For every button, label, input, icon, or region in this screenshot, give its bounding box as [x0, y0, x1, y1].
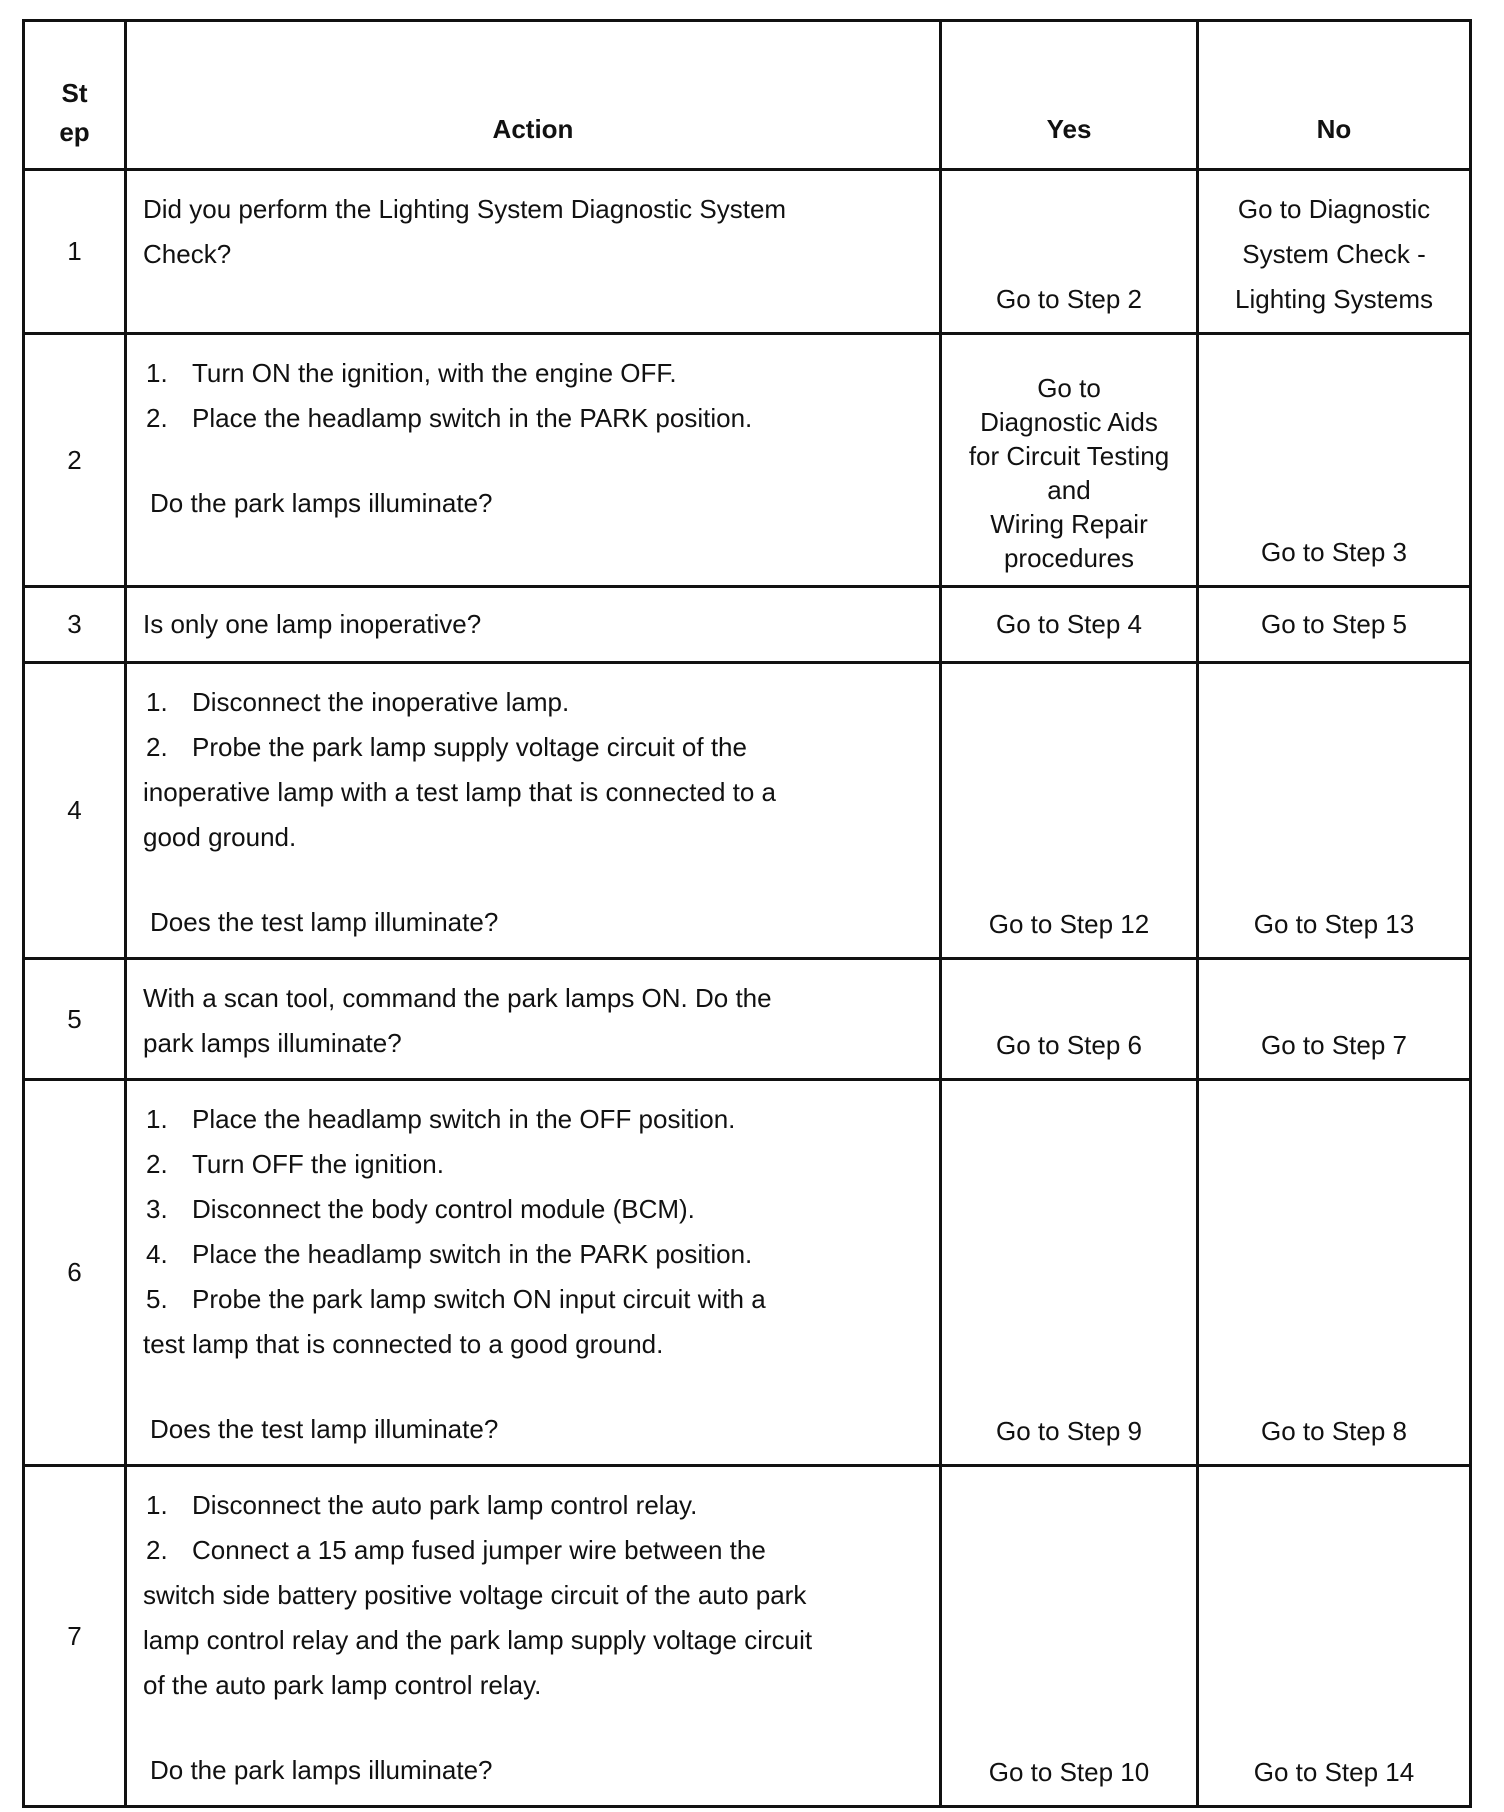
yes-cell: Go to Step 2	[941, 170, 1198, 334]
yes-line: Diagnostic Aids	[980, 407, 1158, 437]
yes-line: and	[1047, 475, 1091, 505]
no-cell: Go to Step 8	[1198, 1080, 1471, 1466]
continuation-line: of the auto park lamp control relay.	[143, 1670, 542, 1700]
continuation-line: switch side battery positive voltage circuit of the auto park	[143, 1580, 807, 1610]
item-number: 3.	[146, 1194, 168, 1224]
item-text: Place the headlamp switch in the PARK position.	[192, 1239, 753, 1269]
action-line: With a scan tool, command the park lamps ON. Do the	[143, 983, 772, 1013]
yes-line: procedures	[1003, 543, 1135, 573]
step-number: 1	[24, 170, 126, 334]
action-line: Is only one lamp inoperative?	[143, 609, 482, 639]
continuation-line: inoperative lamp with a test lamp that is connected to a	[143, 777, 777, 807]
numbered-item	[143, 1187, 925, 1232]
action-header: Action	[126, 21, 941, 170]
yes-cell: Go to Step 4	[941, 587, 1198, 663]
no-cell: Go to Step 14	[1198, 1466, 1471, 1807]
table-row	[24, 1466, 1471, 1807]
numbered-item	[143, 680, 925, 725]
question-text: Do the park lamps illuminate?	[150, 1755, 493, 1785]
numbered-item	[143, 1483, 925, 1528]
yes-line: Go to	[1037, 373, 1101, 403]
header-row	[24, 21, 1471, 170]
no-cell: Go to Step 7	[1198, 959, 1471, 1080]
item-text: Place the headlamp switch in the OFF position.	[192, 1104, 736, 1134]
item-number: 2.	[146, 1149, 168, 1179]
yes-header: Yes	[941, 21, 1198, 170]
item-number: 1.	[146, 687, 168, 717]
item-number: 4.	[146, 1239, 168, 1269]
action-cell	[126, 663, 941, 959]
item-text: Connect a 15 amp fused jumper wire between the	[192, 1535, 766, 1565]
question-text: Does the test lamp illuminate?	[150, 907, 499, 937]
item-number: 2.	[146, 1535, 168, 1565]
numbered-item	[143, 1142, 925, 1187]
item-number: 1.	[146, 358, 168, 388]
table-row	[24, 587, 1471, 663]
yes-cell: Go to Step 6	[941, 959, 1198, 1080]
item-text: Place the headlamp switch in the PARK position.	[192, 403, 753, 433]
numbered-item	[143, 1277, 925, 1322]
step-number: 7	[24, 1466, 126, 1807]
numbered-item	[143, 396, 925, 441]
yes-cell: Go to Step 9	[941, 1080, 1198, 1466]
item-number: 2.	[146, 732, 168, 762]
numbered-item	[143, 1097, 925, 1142]
numbered-item	[143, 1528, 925, 1573]
step-number: 6	[24, 1080, 126, 1466]
yes-line: Wiring Repair	[990, 509, 1148, 539]
action-cell	[126, 959, 941, 1080]
action-line: park lamps illuminate?	[143, 1028, 402, 1058]
numbered-item	[143, 1232, 925, 1277]
no-line: Lighting Systems	[1235, 284, 1433, 314]
step-number: 4	[24, 663, 126, 959]
step-number: 3	[24, 587, 126, 663]
no-line: System Check -	[1242, 239, 1426, 269]
item-text: Probe the park lamp supply voltage circuit of the	[192, 732, 747, 762]
continuation-line: lamp control relay and the park lamp supply voltage circuit	[143, 1625, 813, 1655]
numbered-item	[143, 351, 925, 396]
no-cell: Go to Step 13	[1198, 663, 1471, 959]
action-line: Check?	[143, 239, 232, 269]
yes-cell: Go to Step 10	[941, 1466, 1198, 1807]
no-header: No	[1198, 21, 1471, 170]
numbered-item	[143, 725, 925, 770]
action-cell	[126, 1080, 941, 1466]
no-cell	[1198, 170, 1471, 334]
step-header: St ep	[24, 21, 126, 170]
table-row	[24, 959, 1471, 1080]
no-cell: Go to Step 3	[1198, 334, 1471, 587]
action-cell	[126, 170, 941, 334]
item-number: 1.	[146, 1490, 168, 1520]
table-row	[24, 663, 1471, 959]
table-row	[24, 1080, 1471, 1466]
item-text: Disconnect the body control module (BCM).	[192, 1194, 695, 1224]
no-line: Go to Diagnostic	[1237, 194, 1431, 224]
action-cell	[126, 587, 941, 663]
diagnostic-table	[22, 19, 1472, 1808]
no-cell: Go to Step 5	[1198, 587, 1471, 663]
item-number: 5.	[146, 1284, 168, 1314]
question-text: Does the test lamp illuminate?	[150, 1414, 499, 1444]
step-number: 2	[24, 334, 126, 587]
item-text: Disconnect the inoperative lamp.	[192, 687, 570, 717]
item-text: Disconnect the auto park lamp control relay.	[192, 1490, 698, 1520]
item-number: 1.	[146, 1104, 168, 1134]
yes-cell	[941, 334, 1198, 587]
item-text: Probe the park lamp switch ON input circuit with a	[192, 1284, 766, 1314]
yes-line: for Circuit Testing	[968, 441, 1170, 471]
item-text: Turn ON the ignition, with the engine OFF.	[192, 358, 677, 388]
action-cell	[126, 1466, 941, 1807]
item-text: Turn OFF the ignition.	[192, 1149, 444, 1179]
table-row	[24, 334, 1471, 587]
continuation-line: test lamp that is connected to a good ground.	[143, 1329, 664, 1359]
action-line: Did you perform the Lighting System Diagnostic System	[143, 194, 787, 224]
action-cell	[126, 334, 941, 587]
yes-cell: Go to Step 12	[941, 663, 1198, 959]
continuation-line: good ground.	[143, 822, 297, 852]
step-number: 5	[24, 959, 126, 1080]
table-row	[24, 170, 1471, 334]
question-text: Do the park lamps illuminate?	[150, 488, 493, 518]
item-number: 2.	[146, 403, 168, 433]
